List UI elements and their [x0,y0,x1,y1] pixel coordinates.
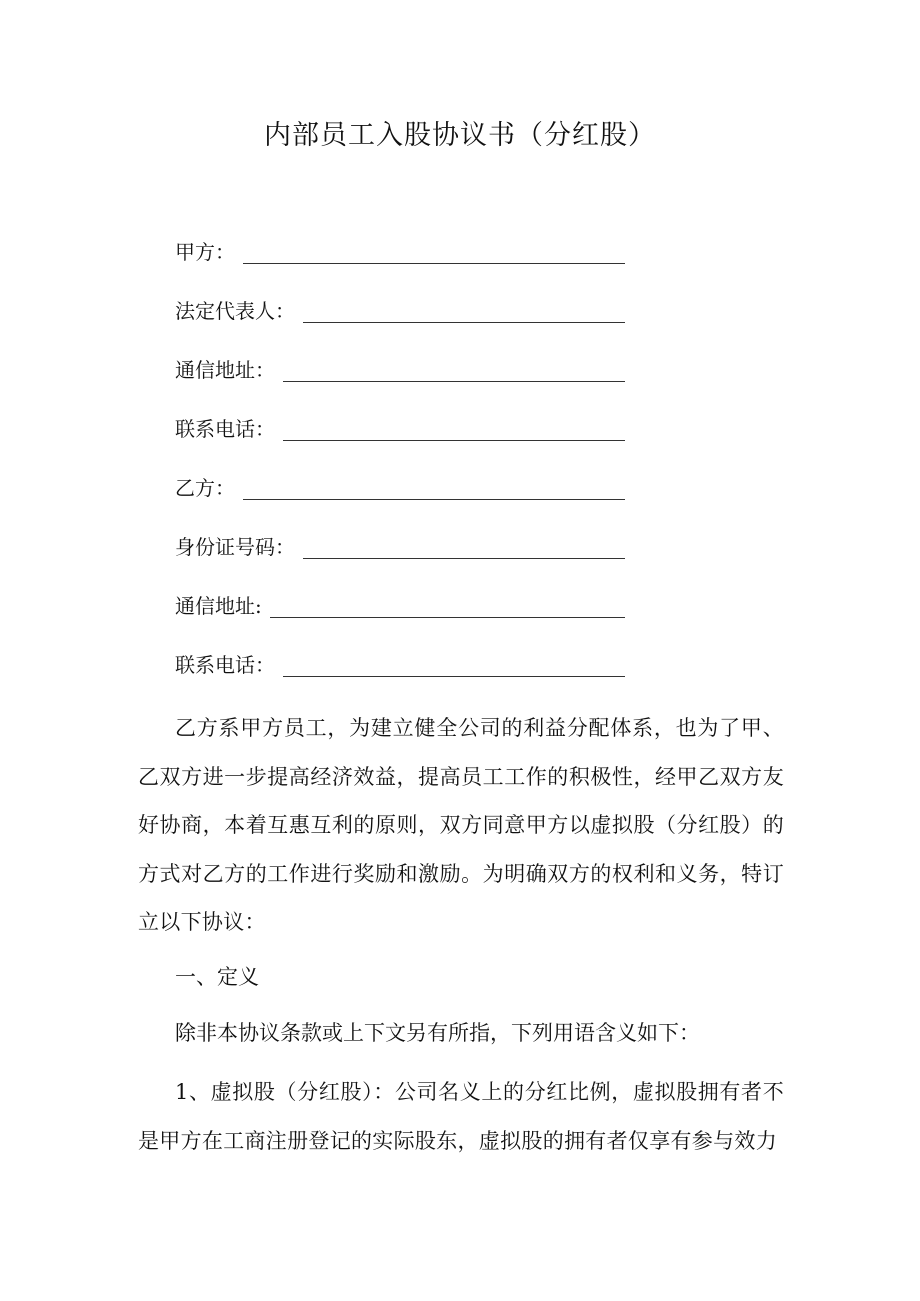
field-address-a [175,354,625,386]
address-b-blank-line[interactable] [270,593,625,618]
phone-a-blank-line[interactable] [283,416,625,441]
document-title: 内部员工入股协议书（分红股） [264,120,656,151]
legal-representative-blank-line[interactable] [303,298,625,323]
field-party-a [175,236,625,268]
field-address-b [175,590,625,622]
field-label: 法定代表人： [175,299,295,323]
field-label: 甲方： [175,240,235,264]
party-b-blank-line[interactable] [243,475,625,500]
field-phone-b [175,649,625,681]
field-label: 身份证号码： [175,535,295,559]
section-heading: 一、定义 [175,965,259,989]
field-party-b [175,472,625,504]
field-label: 联系电话： [175,417,275,441]
field-label: 通信地址： [175,358,275,382]
address-a-blank-line[interactable] [283,357,625,382]
field-phone-a [175,413,625,445]
field-legal-representative [175,295,625,327]
id-number-blank-line[interactable] [303,534,625,559]
field-label: 乙方： [175,476,235,500]
phone-b-blank-line[interactable] [283,652,625,677]
intro-paragraph: 乙方系甲方员工，为建立健全公司的利益分配体系，也为了甲、乙双方进一步提高经济效益，提高员工工作的积极性，经甲乙双方友好协商，本着互惠互利的原则，双方同意甲方以虚拟股（分红股）的方式对乙方的工作进行奖励和激励。为明确双方的权利和义务，特订立以下协议： [138,716,784,935]
field-id-number [175,531,625,563]
party-a-blank-line[interactable] [243,239,625,264]
definition-intro: 除非本协议条款或上下文另有所指，下列用语含义如下： [175,1021,700,1045]
field-label: 联系电话： [175,653,275,677]
clause-1: 1、虚拟股（分红股）：公司名义上的分红比例，虚拟股拥有者不是甲方在工商注册登记的实际股东，虚拟股的拥有者仅享有参与效力 [138,1080,784,1153]
field-label: 通信地址: [175,594,262,618]
